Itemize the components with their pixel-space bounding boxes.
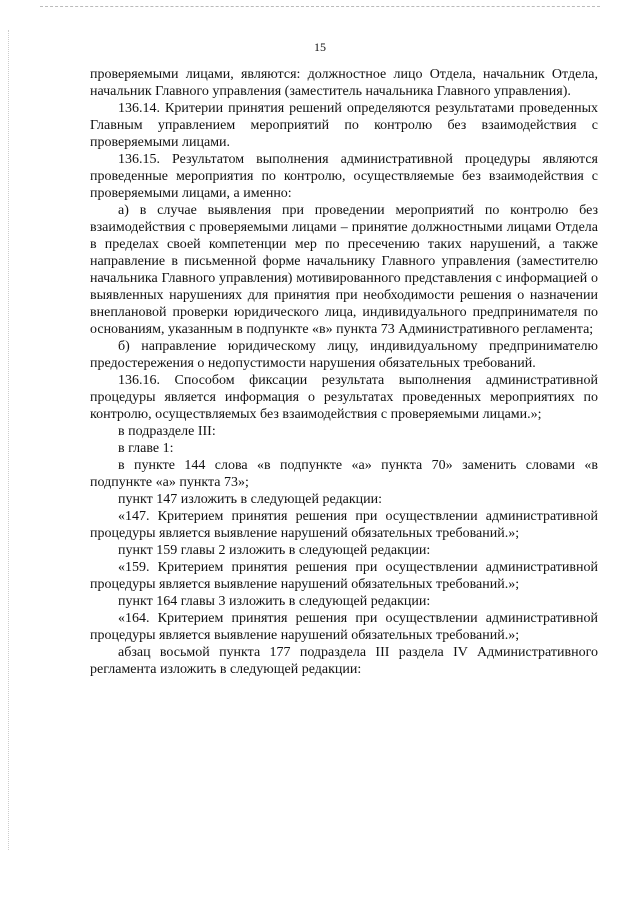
- scan-edge-top: [40, 6, 600, 7]
- paragraph-point-144: в пункте 144 слова «в подпункте «а» пункта 70» заменить словами «в подпункте «а» пункта 73»;: [90, 458, 598, 490]
- paragraph-item-b: б) направление юридическому лицу, индивидуальному предпринимателю предостережения о недопустимости нарушения обязательных требований.: [90, 339, 598, 371]
- paragraph-point-159-intro: пункт 159 главы 2 изложить в следующей редакции:: [118, 543, 431, 558]
- paragraph-point-164-intro: пункт 164 главы 3 изложить в следующей редакции:: [118, 594, 431, 609]
- paragraph-136-16: 136.16. Способом фиксации результата выполнения административной процедуры является информация о результатах проведенных мероприятиях по контролю, осуществляемых без взаимодействия с проверяемыми лицами.»;: [90, 373, 598, 422]
- paragraph-point-164-text: «164. Критерием принятия решения при осуществлении административной процедуры является выявление нарушений обязательных требований.»;: [90, 611, 598, 643]
- scan-edge-left: [8, 30, 9, 850]
- paragraph-subsection-iii: в подразделе III:: [118, 424, 216, 439]
- paragraph-point-147-intro: пункт 147 изложить в следующей редакции:: [118, 492, 382, 507]
- paragraph-item-a: а) в случае выявления при проведении мероприятий по контролю без взаимодействия с проверяемыми лицами – принятие должностными лицами Отдела в пределах своей компетенции мер по пресечению таких нарушений, а также направление в письменной форме начальнику Главного управления (заместителю начальника Главного управления) мотивированного представления с информацией о выявленных нарушениях для принятия при необходимости решения о назначении внеплановой проверки юридического лица, индивидуального предпринимателя по основаниям, указанным в подпункте «в» пункта 73 Административного регламента;: [90, 203, 598, 337]
- paragraph-point-159-text: «159. Критерием принятия решения при осуществлении административной процедуры является выявление нарушений обязательных требований.»;: [90, 560, 598, 592]
- paragraph-chapter-1: в главе 1:: [118, 441, 174, 456]
- paragraph-136-15: 136.15. Результатом выполнения административной процедуры являются проведенные мероприятия по контролю, осуществляемые без взаимодействия с проверяемыми лицами, а именно:: [90, 152, 598, 201]
- document-body: [90, 66, 598, 678]
- paragraph-point-177: абзац восьмой пункта 177 подраздела III раздела IV Административного регламента изложить в следующей редакции:: [90, 645, 598, 677]
- paragraph-continuation: проверяемыми лицами, являются: должностное лицо Отдела, начальник Отдела, начальник Главного управления (заместитель начальника Главного управления).: [90, 67, 598, 99]
- paragraph-point-147-text: «147. Критерием принятия решения при осуществлении административной процедуры является выявление нарушений обязательных требований.»;: [90, 509, 598, 541]
- page-number: 15: [314, 40, 326, 54]
- paragraph-136-14: 136.14. Критерии принятия решений определяются результатами проведенных Главным управлением мероприятий по контролю без взаимодействия с проверяемыми лицами.: [90, 101, 598, 150]
